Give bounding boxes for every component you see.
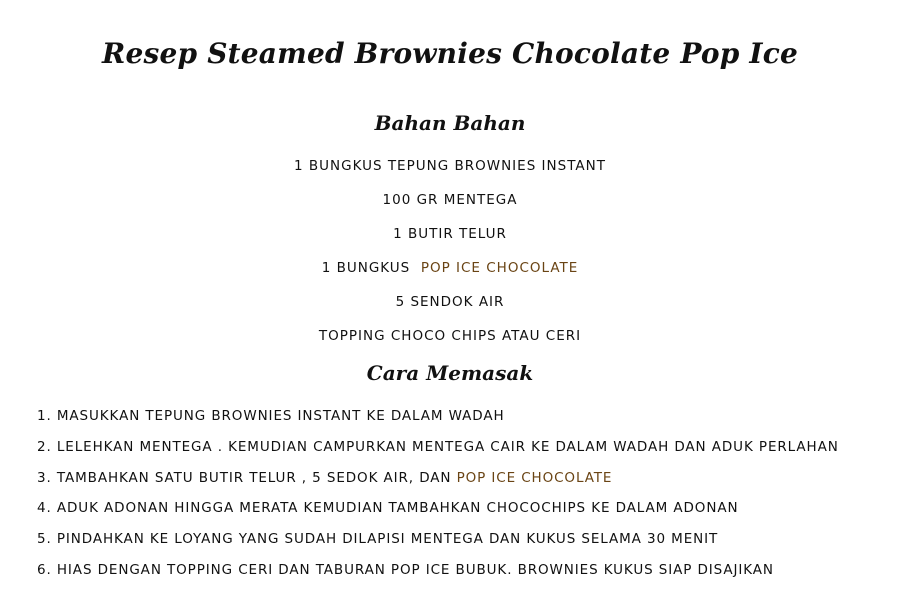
step-text: 3. TAMBAHKAN SATU BUTIR TELUR , 5 SEDOK AIR, DAN — [37, 469, 457, 486]
ingredient-text: 1 BUNGKUS — [321, 260, 421, 276]
ingredients-heading: Bahan Bahan — [374, 111, 526, 135]
step-text: 4. ADUK ADONAN HINGGA MERATA KEMUDIAN TAMBAHKAN CHOCOCHIPS KE DALAM ADONAN — [37, 500, 739, 517]
page-title: Resep Steamed Brownies Chocolate Pop Ice — [102, 37, 798, 70]
ingredient-text: 100 GR MENTEGA — [382, 192, 518, 208]
ingredient-text: TOPPING CHOCO CHIPS ATAU CERI — [318, 328, 582, 344]
method-heading: Cara Memasak — [366, 361, 534, 385]
ingredient-item — [0, 186, 900, 220]
ingredient-item — [0, 152, 900, 186]
step-item — [37, 433, 887, 464]
ingredient-item — [0, 220, 900, 254]
step-item — [37, 494, 887, 525]
ingredient-text: 1 BUTIR TELUR — [393, 226, 507, 242]
ingredient-highlight: POP ICE CHOCOLATE — [420, 260, 579, 276]
ingredient-item — [0, 254, 900, 288]
step-item — [37, 402, 887, 433]
step-text: 1. MASUKKAN TEPUNG BROWNIES INSTANT KE DALAM WADAH — [37, 408, 505, 424]
ingredient-item — [0, 288, 900, 322]
ingredients-list — [0, 152, 900, 356]
step-text: 6. HIAS DENGAN TOPPING CERI DAN TABURAN POP ICE BUBUK. BROWNIES KUKUS SIAP DISAJIKAN — [37, 561, 774, 578]
step-text: 2. LELEHKAN MENTEGA . KEMUDIAN CAMPURKAN MENTEGA CAIR KE DALAM WADAH DAN ADUK PERLAHAN — [37, 438, 839, 455]
step-highlight: POP ICE CHOCOLATE — [456, 469, 613, 486]
step-item — [37, 556, 887, 587]
steps-list — [37, 402, 887, 587]
ingredient-item — [0, 322, 900, 356]
ingredient-text: 5 SENDOK AIR — [395, 294, 505, 310]
step-item — [37, 464, 887, 495]
ingredient-text: 1 BUNGKUS TEPUNG BROWNIES INSTANT — [294, 158, 606, 174]
step-item — [37, 525, 887, 556]
step-text: 5. PINDAHKAN KE LOYANG YANG SUDAH DILAPISI MENTEGA DAN KUKUS SELAMA 30 MENIT — [37, 531, 719, 548]
